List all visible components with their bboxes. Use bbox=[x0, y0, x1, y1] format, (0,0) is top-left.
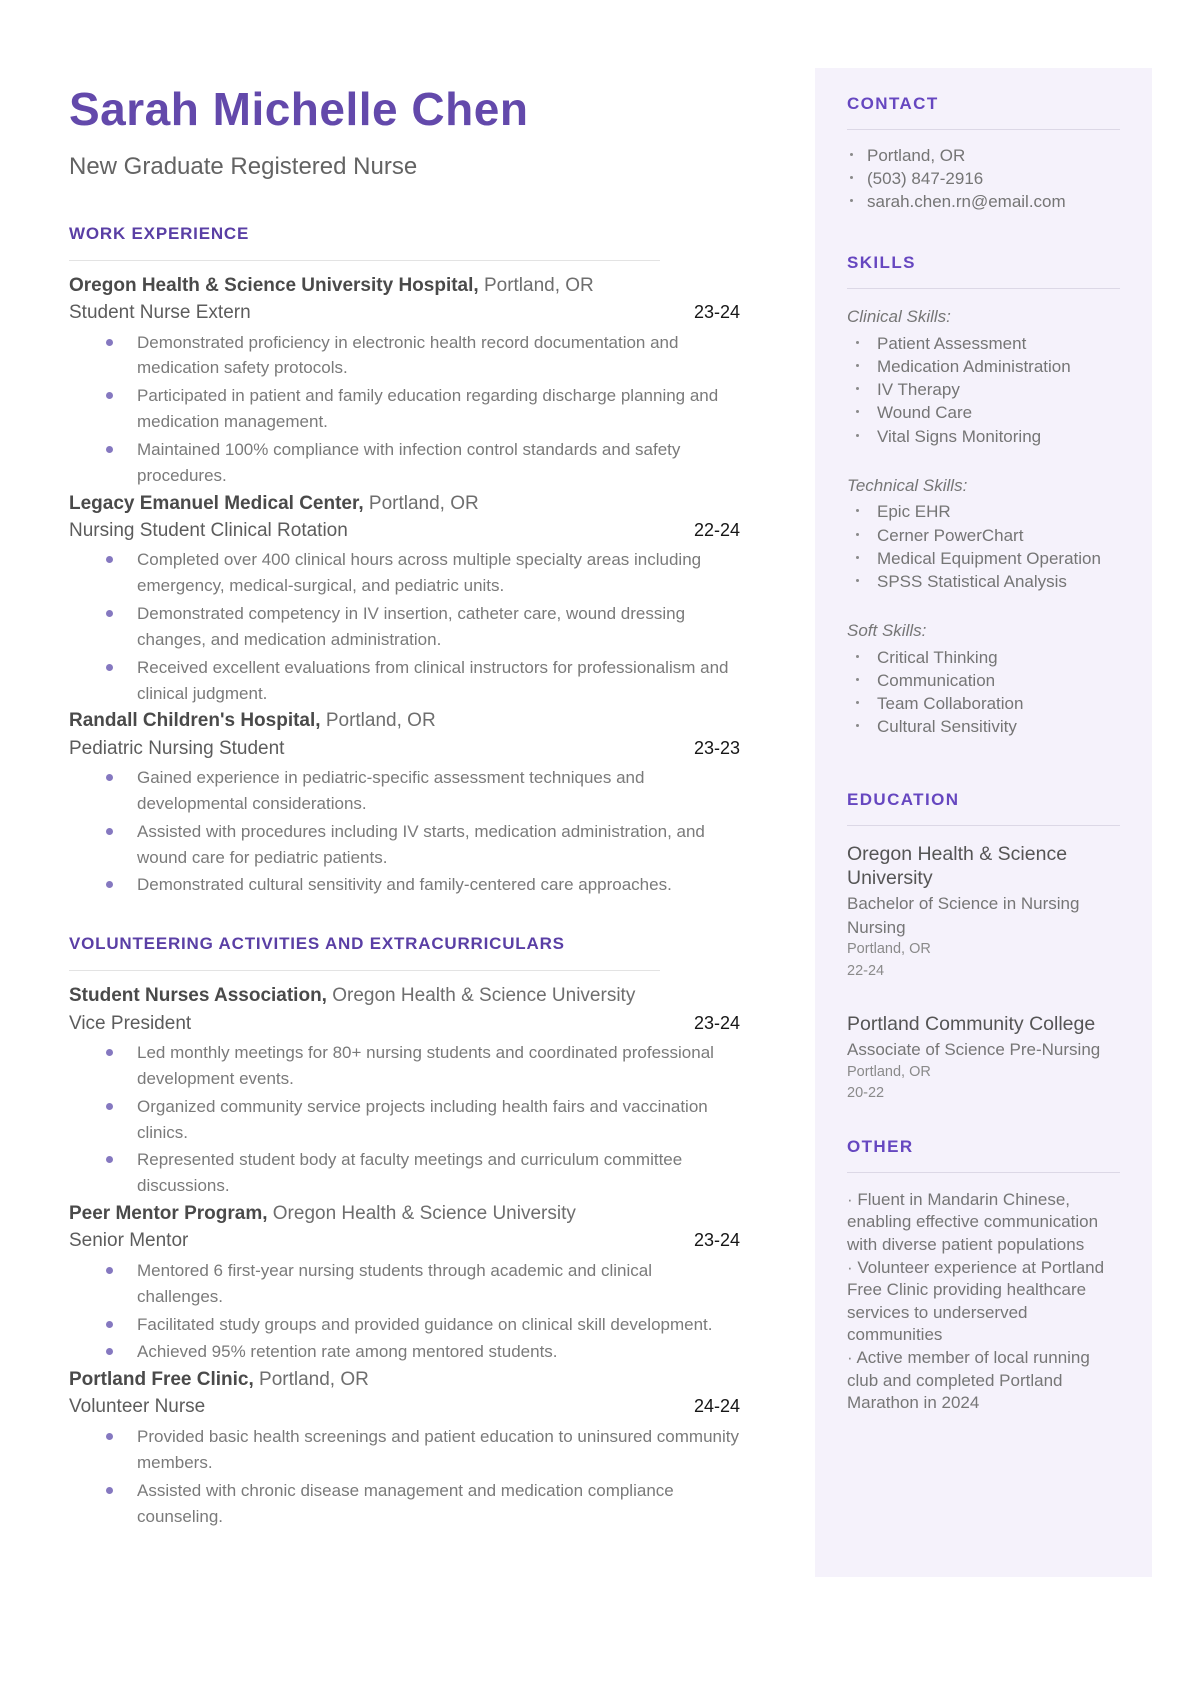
skill-text: Patient Assessment bbox=[877, 334, 1027, 354]
skill-text: Medication Administration bbox=[877, 357, 1071, 377]
bullet-list bbox=[69, 547, 740, 706]
bullet-text: Led monthly meetings for 80+ nursing students and coordinated professional development events. bbox=[137, 1043, 714, 1088]
date-range: 23-24 bbox=[693, 302, 740, 322]
bullet-text: Provided basic health screenings and patient education to uninsured community members. bbox=[137, 1427, 739, 1472]
dot-icon bbox=[856, 434, 859, 437]
company-line bbox=[69, 1367, 740, 1393]
degree-name: Bachelor of Science in Nursing bbox=[847, 894, 1080, 914]
bullet-list bbox=[69, 1258, 740, 1365]
skill-text: Communication bbox=[877, 670, 996, 690]
dot-icon bbox=[856, 364, 859, 367]
main-column bbox=[69, 0, 740, 1529]
dot-icon: · bbox=[847, 1189, 853, 1209]
bullet-text: Represented student body at faculty meetings and curriculum committee discussions. bbox=[137, 1150, 683, 1196]
other-list bbox=[847, 1189, 1120, 1415]
skill-text: Epic EHR bbox=[877, 502, 951, 522]
bullet-item bbox=[69, 1312, 740, 1338]
dot-icon bbox=[856, 509, 859, 512]
dot-icon bbox=[856, 410, 859, 413]
contact-list bbox=[847, 144, 1120, 213]
skill-text: Critical Thinking bbox=[877, 647, 998, 667]
company-line bbox=[69, 983, 740, 1009]
dot-icon bbox=[856, 579, 859, 582]
bullet-text: Facilitated study groups and provided guidance on clinical skill development. bbox=[137, 1314, 713, 1334]
role-title: Vice President bbox=[69, 1012, 192, 1034]
bullet-item bbox=[69, 547, 740, 599]
job-title: Student Nurse Extern bbox=[69, 302, 251, 323]
person-subtitle: New Graduate Registered Nurse bbox=[69, 152, 418, 180]
dot-icon bbox=[856, 533, 859, 536]
degree-name: Associate of Science Pre-Nursing bbox=[847, 1040, 1101, 1060]
company-name: Randall Children's Hospital, bbox=[69, 710, 321, 732]
bullet-item bbox=[69, 655, 740, 707]
skill-text: Vital Signs Monitoring bbox=[877, 426, 1042, 446]
school-name: Oregon Health & Science University bbox=[847, 843, 1068, 890]
field-of-study: Nursing bbox=[847, 917, 906, 937]
dot-icon bbox=[850, 199, 853, 202]
education-entry bbox=[847, 1012, 1120, 1105]
date-range: 22-24 bbox=[693, 519, 740, 540]
company-location: Portland, OR bbox=[320, 710, 436, 732]
role-line bbox=[69, 518, 740, 545]
school-location: Portland, OR bbox=[847, 941, 931, 958]
bullet-dot-icon bbox=[106, 774, 113, 781]
sidebar-title-contact: CONTACT bbox=[847, 94, 939, 113]
dot-icon bbox=[856, 341, 859, 344]
skill-item bbox=[847, 524, 1120, 547]
other-item bbox=[847, 1347, 1120, 1415]
school-dates: 22-24 bbox=[847, 962, 885, 979]
skill-group-label: Clinical Skills: bbox=[847, 307, 951, 327]
section-divider bbox=[69, 260, 660, 261]
sidebar-divider bbox=[847, 1172, 1120, 1173]
skill-item bbox=[847, 425, 1120, 448]
bullet-text: Assisted with procedures including IV starts, medication administration, and wound care for pediatric patients. bbox=[137, 821, 705, 867]
bullet-item bbox=[69, 1258, 740, 1310]
date-range: 23-24 bbox=[693, 1230, 740, 1251]
bullet-dot-icon bbox=[106, 1433, 113, 1440]
bullet-list bbox=[69, 765, 740, 898]
dot-icon bbox=[856, 387, 859, 390]
role-line bbox=[69, 736, 740, 763]
skill-group-clinical bbox=[847, 305, 1120, 447]
bullet-dot-icon bbox=[106, 1049, 113, 1056]
skill-item bbox=[847, 646, 1120, 669]
skill-item bbox=[847, 715, 1120, 738]
role-title: Senior Mentor bbox=[69, 1230, 189, 1252]
company-location: Portland, OR bbox=[363, 492, 479, 514]
organization-location: Oregon Health & Science University bbox=[267, 1203, 576, 1225]
bullet-dot-icon bbox=[106, 1348, 113, 1355]
dot-icon bbox=[856, 724, 859, 727]
bullet-item bbox=[69, 330, 740, 382]
skill-text: Wound Care bbox=[877, 403, 973, 423]
bullet-dot-icon bbox=[106, 1267, 113, 1274]
skill-text: Cultural Sensitivity bbox=[877, 717, 1017, 737]
sidebar-title-education: EDUCATION bbox=[847, 790, 960, 810]
sidebar-title-other: OTHER bbox=[847, 1136, 914, 1156]
bullet-text: Gained experience in pediatric-specific assessment techniques and developmental considerations. bbox=[137, 768, 645, 813]
bullet-text: Participated in patient and family education regarding discharge planning and medication management. bbox=[137, 386, 719, 432]
bullet-dot-icon bbox=[106, 664, 113, 671]
bullet-text: Received excellent evaluations from clinical instructors for professionalism and clinical judgment. bbox=[137, 657, 729, 703]
volunteer-entry bbox=[69, 983, 740, 1199]
bullet-text: Organized community service projects including health fairs and vaccination clinics. bbox=[137, 1096, 708, 1142]
role-line bbox=[69, 1228, 740, 1255]
sidebar-panel bbox=[815, 68, 1152, 1577]
date-range: 23-23 bbox=[693, 737, 740, 758]
dot-icon bbox=[850, 153, 853, 156]
contact-text: Portland, OR bbox=[867, 146, 966, 165]
skill-item bbox=[847, 401, 1120, 424]
skill-text: SPSS Statistical Analysis bbox=[877, 571, 1067, 591]
role-line bbox=[69, 1011, 740, 1038]
role-line bbox=[69, 1394, 740, 1421]
other-item bbox=[847, 1189, 1120, 1257]
section-title-work-experience: WORK EXPERIENCE bbox=[69, 223, 250, 243]
bullet-item bbox=[69, 765, 740, 817]
contact-item-phone bbox=[847, 167, 1120, 190]
skill-text: Medical Equipment Operation bbox=[877, 548, 1101, 568]
section-divider bbox=[69, 970, 660, 971]
bullet-item bbox=[69, 1478, 740, 1530]
bullet-text: Mentored 6 first-year nursing students through academic and clinical challenges. bbox=[137, 1260, 652, 1306]
school-dates: 20-22 bbox=[847, 1085, 885, 1102]
contact-text: sarah.chen.rn@email.com bbox=[867, 192, 1066, 212]
skill-group-soft bbox=[847, 619, 1120, 738]
company-line bbox=[69, 708, 740, 734]
role-title: Volunteer Nurse bbox=[69, 1396, 206, 1418]
bullet-text: Demonstrated proficiency in electronic health record documentation and medication safety protocols. bbox=[137, 332, 679, 378]
section-title-volunteering: VOLUNTEERING ACTIVITIES AND EXTRACURRICULARS bbox=[69, 934, 565, 954]
bullet-dot-icon bbox=[106, 881, 113, 888]
skill-group-label: Technical Skills: bbox=[847, 475, 968, 495]
company-line bbox=[69, 491, 740, 517]
company-line bbox=[69, 273, 740, 299]
other-text: Fluent in Mandarin Chinese, enabling effective communication with diverse patient populations bbox=[847, 1189, 1099, 1254]
bullet-text: Demonstrated cultural sensitivity and family-centered care approaches. bbox=[137, 875, 672, 895]
bullet-item bbox=[69, 872, 740, 898]
skill-item bbox=[847, 500, 1120, 523]
skill-item bbox=[847, 669, 1120, 692]
dot-icon bbox=[856, 655, 859, 658]
school-name: Portland Community College bbox=[847, 1013, 1096, 1036]
company-location: Portland, OR bbox=[478, 274, 594, 296]
dot-icon bbox=[850, 176, 853, 179]
volunteer-entry bbox=[69, 1201, 740, 1365]
bullet-dot-icon bbox=[106, 392, 113, 399]
sidebar-title-skills: SKILLS bbox=[847, 253, 916, 273]
sidebar-divider bbox=[847, 288, 1120, 289]
sidebar-divider bbox=[847, 825, 1120, 826]
sidebar-divider bbox=[847, 129, 1120, 130]
job-title: Nursing Student Clinical Rotation bbox=[69, 519, 348, 541]
job-entry bbox=[69, 273, 740, 489]
date-range: 23-24 bbox=[693, 1012, 740, 1033]
bullet-dot-icon bbox=[106, 610, 113, 617]
skill-text: IV Therapy bbox=[877, 380, 960, 400]
skill-item bbox=[847, 355, 1120, 378]
dot-icon: · bbox=[847, 1348, 853, 1368]
bullet-dot-icon bbox=[106, 446, 113, 453]
organization-name: Portland Free Clinic, bbox=[69, 1369, 254, 1391]
bullet-item bbox=[69, 601, 740, 653]
bullet-dot-icon bbox=[106, 828, 113, 835]
bullet-dot-icon bbox=[106, 556, 113, 563]
bullet-dot-icon bbox=[106, 1487, 113, 1494]
bullet-dot-icon bbox=[106, 339, 113, 346]
skill-item bbox=[847, 692, 1120, 715]
bullet-item bbox=[69, 819, 740, 871]
skill-group-technical bbox=[847, 474, 1120, 593]
skill-item bbox=[847, 332, 1120, 355]
bullet-dot-icon bbox=[106, 1156, 113, 1163]
bullet-list bbox=[69, 1040, 740, 1199]
job-title: Pediatric Nursing Student bbox=[69, 737, 285, 759]
role-line bbox=[69, 300, 740, 327]
skill-item bbox=[847, 378, 1120, 401]
bullet-text: Maintained 100% compliance with infection control standards and safety procedures. bbox=[137, 439, 681, 485]
job-entry bbox=[69, 491, 740, 707]
other-text: Active member of local running club and completed Portland Marathon in 2024 bbox=[847, 1348, 1090, 1413]
organization-name: Student Nurses Association, bbox=[69, 985, 327, 1007]
skill-item bbox=[847, 547, 1120, 570]
bullet-item bbox=[69, 1040, 740, 1092]
company-name: Legacy Emanuel Medical Center, bbox=[69, 492, 364, 514]
bullet-list bbox=[69, 1424, 740, 1529]
dot-icon bbox=[856, 556, 859, 559]
organization-location: Portland, OR bbox=[253, 1369, 369, 1391]
contact-item-email bbox=[847, 190, 1120, 213]
bullet-item bbox=[69, 1094, 740, 1146]
bullet-item bbox=[69, 1339, 740, 1365]
page-title: Sarah Michelle Chen bbox=[69, 83, 529, 135]
school-location: Portland, OR bbox=[847, 1063, 931, 1080]
bullet-dot-icon bbox=[106, 1103, 113, 1110]
other-item bbox=[847, 1257, 1120, 1347]
company-name: Oregon Health & Science University Hospital, bbox=[69, 274, 479, 296]
bullet-list bbox=[69, 330, 740, 489]
bullet-item bbox=[69, 1147, 740, 1199]
company-line bbox=[69, 1201, 740, 1227]
bullet-text: Achieved 95% retention rate among mentored students. bbox=[137, 1342, 558, 1362]
bullet-item bbox=[69, 1424, 740, 1476]
contact-item-location bbox=[847, 144, 1120, 167]
bullet-text: Demonstrated competency in IV insertion, catheter care, wound dressing changes, and medication administration. bbox=[137, 604, 686, 649]
skill-item bbox=[847, 570, 1120, 593]
job-entry bbox=[69, 708, 740, 898]
volunteer-entry bbox=[69, 1367, 740, 1529]
dot-icon bbox=[856, 701, 859, 704]
organization-location: Oregon Health & Science University bbox=[326, 985, 636, 1007]
bullet-item bbox=[69, 383, 740, 435]
date-range: 24-24 bbox=[693, 1396, 740, 1417]
bullet-item bbox=[69, 437, 740, 489]
dot-icon bbox=[856, 678, 859, 681]
skill-text: Cerner PowerChart bbox=[877, 525, 1024, 545]
skill-text: Team Collaboration bbox=[877, 693, 1024, 713]
skill-group-label: Soft Skills: bbox=[847, 620, 927, 640]
education-entry bbox=[847, 842, 1120, 982]
other-text: Volunteer experience at Portland Free Clinic providing healthcare services to underserved communities bbox=[847, 1257, 1105, 1345]
bullet-text: Assisted with chronic disease management and medication compliance counseling. bbox=[137, 1480, 674, 1526]
organization-name: Peer Mentor Program, bbox=[69, 1203, 268, 1225]
bullet-text: Completed over 400 clinical hours across multiple specialty areas including emergency, medical-surgical, and pediatric units. bbox=[137, 550, 702, 596]
dot-icon: · bbox=[847, 1257, 853, 1277]
contact-text: (503) 847-2916 bbox=[867, 169, 984, 189]
bullet-dot-icon bbox=[106, 1321, 113, 1328]
